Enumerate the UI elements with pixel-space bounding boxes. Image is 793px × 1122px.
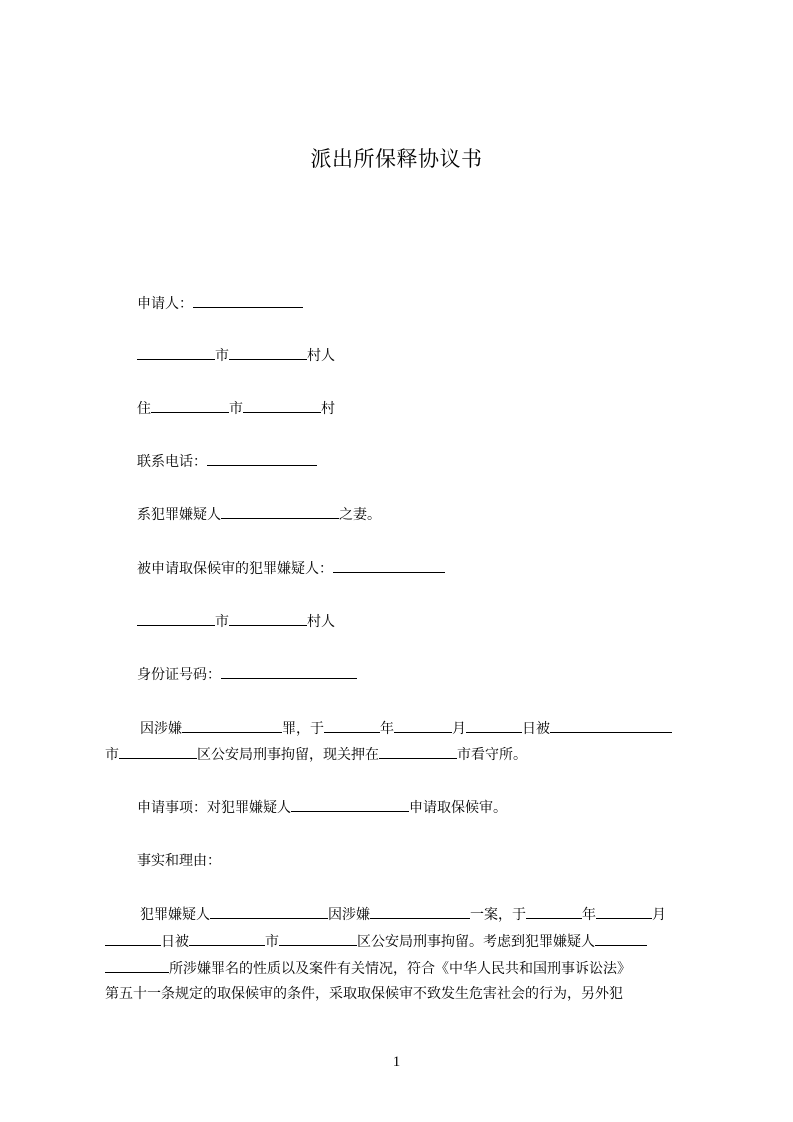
- year-blank[interactable]: [324, 718, 380, 733]
- residence-line: [137, 398, 335, 419]
- facts-month-blank[interactable]: [596, 904, 652, 919]
- origin-line: [137, 345, 335, 366]
- facts-suspect-blank[interactable]: [210, 904, 328, 919]
- day-blank[interactable]: [466, 718, 522, 733]
- id-label: 身份证号码：: [137, 667, 221, 683]
- phone-blank[interactable]: [207, 451, 317, 466]
- request-line: [137, 797, 507, 818]
- facts-city-blank[interactable]: [189, 931, 265, 946]
- village-person-label: 村人: [307, 614, 335, 630]
- detention-line-2: [105, 744, 527, 765]
- relation-suffix: 之妻。: [339, 507, 381, 523]
- document-title: 派出所保释协议书: [310, 147, 483, 171]
- suspected-of-label: 因涉嫌: [140, 721, 182, 737]
- facts-crime-blank[interactable]: [370, 904, 470, 919]
- detained-text: 区公安局刑事拘留，现关押在: [197, 747, 379, 763]
- city2-label: 市: [265, 934, 279, 950]
- id-blank[interactable]: [221, 664, 357, 679]
- article-text: 第五十一条规定的取保候审的条件，采取取保候审不致发生危害社会的行为，另外犯: [105, 986, 623, 1002]
- suspect-label: 被申请取保候审的犯罪嫌疑人：: [137, 561, 333, 577]
- district-blank[interactable]: [119, 744, 197, 759]
- facts-heading: [137, 851, 221, 871]
- facts-line-4: [105, 984, 623, 1004]
- city-label: 市: [215, 348, 229, 364]
- request-suspect-blank[interactable]: [291, 797, 409, 812]
- year2-label: 年: [582, 907, 596, 923]
- page-number: 1: [392, 1054, 401, 1070]
- facts-day-blank[interactable]: [105, 931, 161, 946]
- detaining-city-blank[interactable]: [550, 718, 672, 733]
- facts-label: 事实和理由：: [137, 853, 221, 869]
- city-label: 市: [229, 401, 243, 417]
- applicant-label: 申请人：: [137, 296, 193, 312]
- day-by-label: 日被: [522, 721, 550, 737]
- request-suffix: 申请取保候审。: [409, 800, 507, 816]
- facts-line-3: [105, 958, 631, 979]
- residence-city-blank[interactable]: [151, 398, 229, 413]
- charge-nature-text: 所涉嫌罪名的性质以及案件有关情况，符合《中华人民共和国刑事诉讼法》: [169, 961, 631, 977]
- facts-line-2: [105, 931, 647, 952]
- relation-suspect-blank[interactable]: [221, 504, 339, 519]
- id-line: [137, 664, 357, 685]
- facts-year-blank[interactable]: [526, 904, 582, 919]
- city-label: 市: [105, 747, 119, 763]
- phone-line: [137, 451, 317, 472]
- village-person-label: 村人: [307, 348, 335, 364]
- crime-at-label: 罪，于: [282, 721, 324, 737]
- origin-city-blank[interactable]: [137, 345, 215, 360]
- detained-considering-text: 区公安局刑事拘留。考虑到犯罪嫌疑人: [357, 934, 595, 950]
- detention-city-blank[interactable]: [379, 744, 457, 759]
- year-label: 年: [380, 721, 394, 737]
- month-blank[interactable]: [394, 718, 452, 733]
- month2-label: 月: [652, 907, 666, 923]
- applicant-line: [137, 293, 303, 314]
- village-label: 村: [321, 401, 335, 417]
- city-label: 市: [215, 614, 229, 630]
- suspect-short-label: 犯罪嫌疑人: [140, 907, 210, 923]
- facts-suspect2-blank[interactable]: [595, 931, 647, 946]
- suspect-line: [137, 558, 445, 579]
- request-prefix: 申请事项：对犯罪嫌疑人: [137, 800, 291, 816]
- residence-village-blank[interactable]: [243, 398, 321, 413]
- facts-line-1: [140, 904, 666, 925]
- facts-suspect3-blank[interactable]: [105, 958, 169, 973]
- crime-blank[interactable]: [182, 718, 282, 733]
- suspect-blank[interactable]: [333, 558, 445, 573]
- suspect-village-blank[interactable]: [229, 611, 307, 626]
- relation-line: [137, 504, 381, 525]
- suspected-of2-label: 因涉嫌: [328, 907, 370, 923]
- month-label: 月: [452, 721, 466, 737]
- reside-label: 住: [137, 401, 151, 417]
- day-by2-label: 日被: [161, 934, 189, 950]
- facts-district-blank[interactable]: [279, 931, 357, 946]
- relation-prefix: 系犯罪嫌疑人: [137, 507, 221, 523]
- detention-line-1: [140, 718, 672, 739]
- phone-label: 联系电话：: [137, 454, 207, 470]
- applicant-blank[interactable]: [193, 293, 303, 308]
- suspect-city-blank[interactable]: [137, 611, 215, 626]
- suspect-origin-line: [137, 611, 335, 632]
- one-case-at-label: 一案，于: [470, 907, 526, 923]
- origin-village-blank[interactable]: [229, 345, 307, 360]
- detention-center-label: 市看守所。: [457, 747, 527, 763]
